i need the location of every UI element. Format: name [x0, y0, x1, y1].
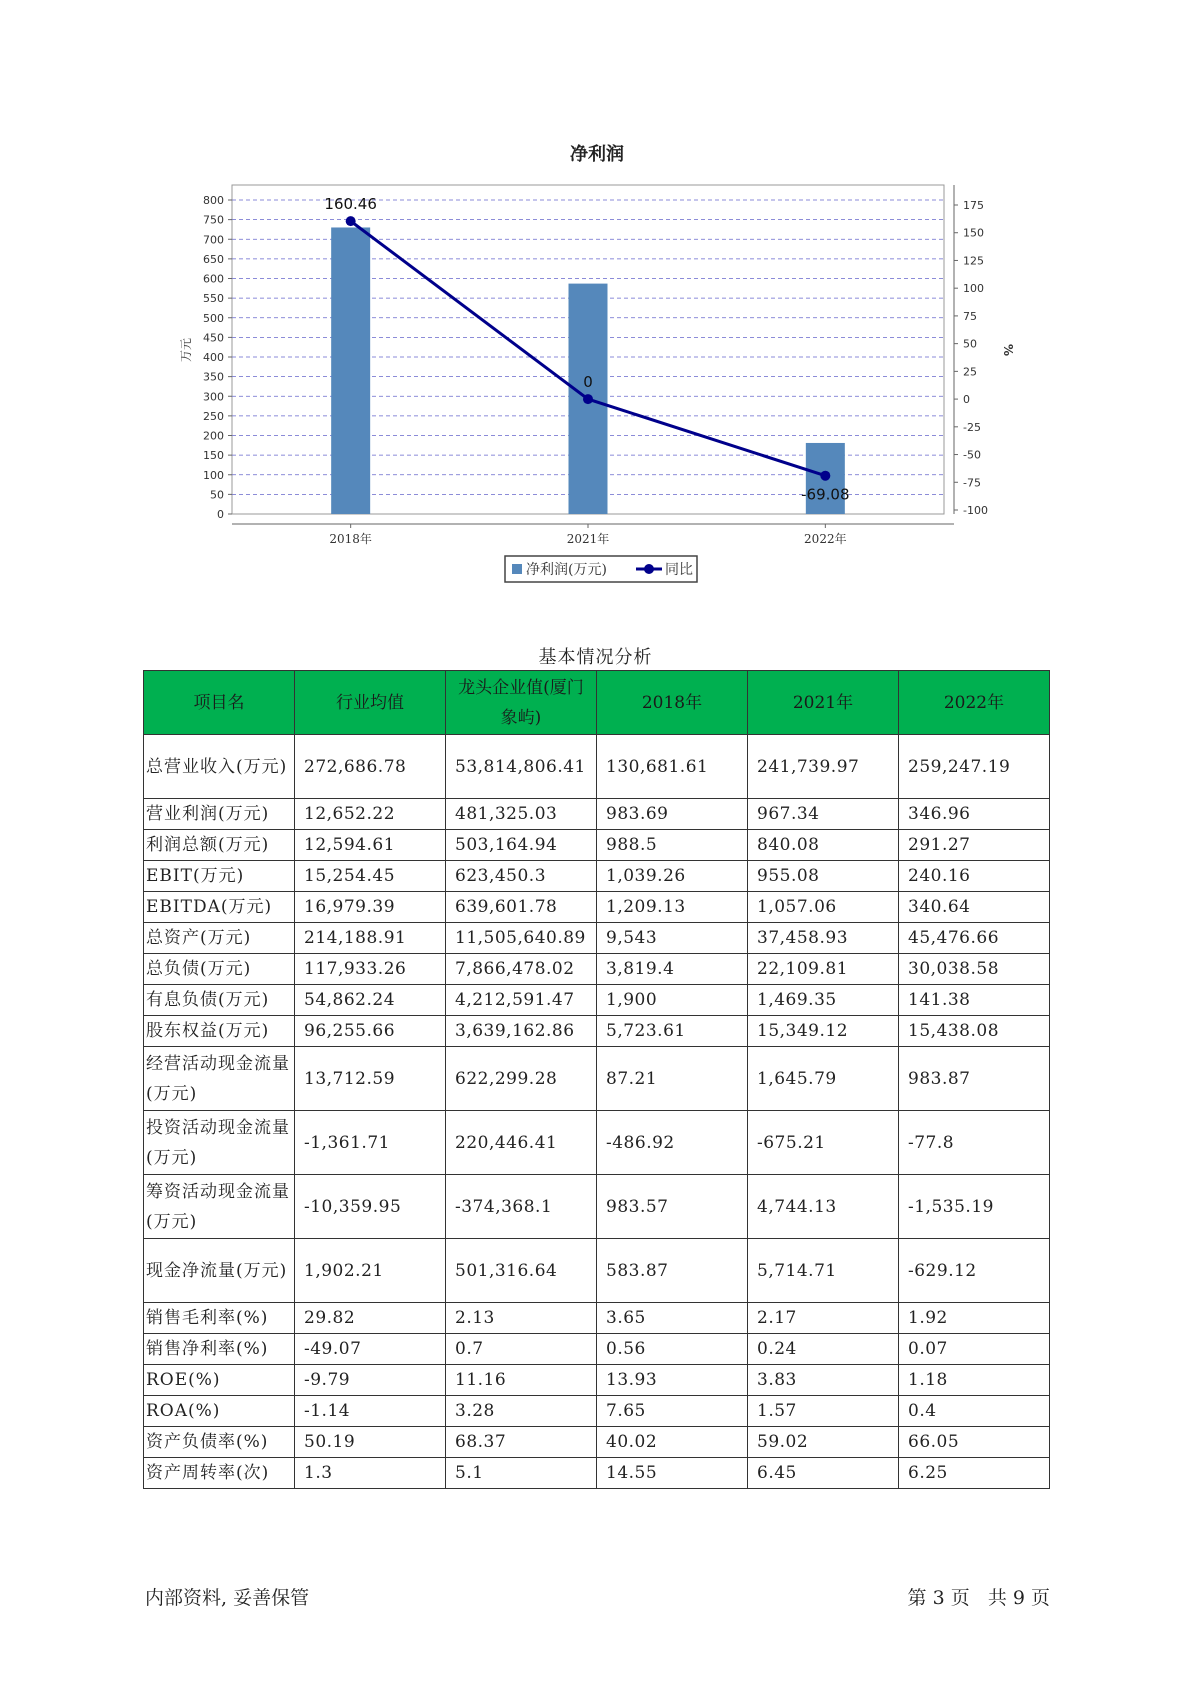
table-cell: 15,438.08 — [899, 1016, 1050, 1047]
table-cell: 12,594.61 — [295, 830, 446, 861]
table-cell: 15,349.12 — [748, 1016, 899, 1047]
right-tick-label: 75 — [963, 309, 977, 323]
table-row — [144, 1047, 1050, 1111]
table-cell: 87.21 — [597, 1047, 748, 1111]
left-tick-label: 550 — [203, 292, 224, 306]
table-cell: 983.57 — [597, 1175, 748, 1239]
table-row — [144, 861, 1050, 892]
table-cell: 7.65 — [597, 1396, 748, 1427]
table-cell: 6.45 — [748, 1458, 899, 1489]
table-cell: 9,543 — [597, 923, 748, 954]
row-label: 利润总额(万元) — [144, 830, 295, 861]
table-cell: 1,645.79 — [748, 1047, 899, 1111]
header-2021: 2021年 — [748, 671, 899, 735]
table-row — [144, 1239, 1050, 1303]
table-cell: 6.25 — [899, 1458, 1050, 1489]
table-row — [144, 923, 1050, 954]
row-label: EBITDA(万元) — [144, 892, 295, 923]
table-cell: 96,255.66 — [295, 1016, 446, 1047]
row-label: 资产负债率(%) — [144, 1427, 295, 1458]
row-label: 销售净利率(%) — [144, 1334, 295, 1365]
yoy-data-label: 0 — [583, 373, 593, 392]
net-profit-chart — [0, 0, 1191, 600]
right-tick-label: 0 — [963, 393, 970, 407]
left-tick-label: 300 — [203, 390, 224, 404]
table-row — [144, 1396, 1050, 1427]
right-tick-label: 175 — [963, 199, 984, 212]
right-tick-label: 125 — [963, 254, 984, 268]
left-tick-label: 650 — [203, 252, 224, 266]
table-row — [144, 985, 1050, 1016]
table-row — [144, 799, 1050, 830]
legend-bar-label: 净利润(万元) — [526, 562, 607, 578]
table-row — [144, 735, 1050, 799]
table-cell: -1.14 — [295, 1396, 446, 1427]
x-tick-label: 2021年 — [566, 532, 610, 546]
table-cell: 3.83 — [748, 1365, 899, 1396]
table-cell: 0.07 — [899, 1334, 1050, 1365]
header-leader-value: 龙头企业值(厦门象屿) — [446, 671, 597, 735]
left-tick-label: 150 — [203, 449, 224, 463]
right-tick-label: 150 — [963, 226, 984, 240]
table-cell: 5,714.71 — [748, 1239, 899, 1303]
bar-net-profit — [331, 227, 370, 514]
yoy-data-label: 160.46 — [324, 195, 377, 214]
left-tick-label: 0 — [217, 508, 224, 521]
legend-line-marker — [644, 564, 654, 574]
table-cell: 241,739.97 — [748, 735, 899, 799]
row-label: ROE(%) — [144, 1365, 295, 1396]
table-cell: 346.96 — [899, 799, 1050, 830]
table-cell: 340.64 — [899, 892, 1050, 923]
table-row — [144, 1427, 1050, 1458]
footer-confidential: 内部资料, 妥善保管 — [145, 1587, 310, 1609]
table-cell: -675.21 — [748, 1111, 899, 1175]
table-row — [144, 1458, 1050, 1489]
header-2022: 2022年 — [899, 671, 1050, 735]
table-cell: 622,299.28 — [446, 1047, 597, 1111]
table-cell: 13.93 — [597, 1365, 748, 1396]
table-cell: 291.27 — [899, 830, 1050, 861]
table-cell: 983.69 — [597, 799, 748, 830]
table-cell: 1,900 — [597, 985, 748, 1016]
table-cell: -49.07 — [295, 1334, 446, 1365]
table-cell: 3.65 — [597, 1303, 748, 1334]
table-cell: 3,639,162.86 — [446, 1016, 597, 1047]
table-cell: 5,723.61 — [597, 1016, 748, 1047]
right-tick-label: 50 — [963, 337, 977, 351]
table-cell: 40.02 — [597, 1427, 748, 1458]
table-cell: 30,038.58 — [899, 954, 1050, 985]
left-tick-label: 350 — [203, 370, 224, 384]
table-cell: 955.08 — [748, 861, 899, 892]
table-cell: 22,109.81 — [748, 954, 899, 985]
x-tick-label: 2022年 — [804, 532, 847, 546]
legend-line-label: 同比 — [665, 562, 693, 578]
left-tick-label: 400 — [203, 351, 224, 364]
table-row — [144, 1303, 1050, 1334]
yoy-data-label: -69.08 — [801, 485, 850, 504]
basic-analysis-table — [143, 670, 1050, 1489]
table-cell: 503,164.94 — [446, 830, 597, 861]
table-cell: 1.57 — [748, 1396, 899, 1427]
table-cell: 50.19 — [295, 1427, 446, 1458]
left-tick-label: 500 — [203, 311, 224, 325]
table-cell: 983.87 — [899, 1047, 1050, 1111]
table-cell: 259,247.19 — [899, 735, 1050, 799]
table-cell: 501,316.64 — [446, 1239, 597, 1303]
table-cell: 5.1 — [446, 1458, 597, 1489]
table-cell: 1,057.06 — [748, 892, 899, 923]
row-label: 总营业收入(万元) — [144, 735, 295, 799]
table-cell: 141.38 — [899, 985, 1050, 1016]
right-tick-label: 100 — [963, 282, 984, 296]
table-cell: 0.56 — [597, 1334, 748, 1365]
header-item-name: 项目名 — [144, 671, 295, 735]
row-label: 总负债(万元) — [144, 954, 295, 985]
table-cell: 840.08 — [748, 830, 899, 861]
right-tick-label: -75 — [963, 476, 981, 490]
table-cell: -629.12 — [899, 1239, 1050, 1303]
table-cell: 1,469.35 — [748, 985, 899, 1016]
left-tick-label: 600 — [203, 272, 224, 286]
left-tick-label: 250 — [203, 409, 224, 423]
table-cell: -1,535.19 — [899, 1175, 1050, 1239]
table-cell: 13,712.59 — [295, 1047, 446, 1111]
table-cell: 68.37 — [446, 1427, 597, 1458]
table-cell: 29.82 — [295, 1303, 446, 1334]
table-row — [144, 1334, 1050, 1365]
row-label: EBIT(万元) — [144, 861, 295, 892]
table-cell: 16,979.39 — [295, 892, 446, 923]
table-cell: 220,446.41 — [446, 1111, 597, 1175]
left-tick-label: 50 — [210, 488, 224, 502]
table-title: 基本情况分析 — [538, 647, 653, 668]
x-tick-label: 2018年 — [329, 532, 372, 546]
row-label: 股东权益(万元) — [144, 1016, 295, 1047]
table-cell: 272,686.78 — [295, 735, 446, 799]
table-header-row — [144, 671, 1050, 735]
table-row — [144, 1175, 1050, 1239]
table-cell: 214,188.91 — [295, 923, 446, 954]
table-cell: 1.3 — [295, 1458, 446, 1489]
yoy-point — [346, 216, 356, 226]
table-cell: 15,254.45 — [295, 861, 446, 892]
table-cell: 583.87 — [597, 1239, 748, 1303]
row-label: 总资产(万元) — [144, 923, 295, 954]
left-tick-label: 750 — [203, 213, 224, 227]
row-label: 现金净流量(万元) — [144, 1239, 295, 1303]
row-label: 销售毛利率(%) — [144, 1303, 295, 1334]
table-row — [144, 1111, 1050, 1175]
right-tick-label: -25 — [963, 420, 981, 434]
table-cell: 59.02 — [748, 1427, 899, 1458]
left-tick-label: 700 — [203, 233, 224, 247]
table-cell: 3,819.4 — [597, 954, 748, 985]
table-cell: 1,039.26 — [597, 861, 748, 892]
table-cell: -486.92 — [597, 1111, 748, 1175]
table-cell: 14.55 — [597, 1458, 748, 1489]
table-body — [144, 735, 1050, 1489]
yoy-point — [583, 394, 593, 404]
table-cell: 2.17 — [748, 1303, 899, 1334]
table-cell: 623,450.3 — [446, 861, 597, 892]
row-label: 投资活动现金流量(万元) — [144, 1111, 295, 1175]
footer-page-number: 第 3 页 共 9 页 — [907, 1587, 1050, 1609]
table-cell: 240.16 — [899, 861, 1050, 892]
table-cell: 481,325.03 — [446, 799, 597, 830]
row-label: 有息负债(万元) — [144, 985, 295, 1016]
table-row — [144, 1365, 1050, 1396]
table-cell: 1,209.13 — [597, 892, 748, 923]
table-cell: -10,359.95 — [295, 1175, 446, 1239]
table-cell: -1,361.71 — [295, 1111, 446, 1175]
table-cell: -77.8 — [899, 1111, 1050, 1175]
table-cell: 53,814,806.41 — [446, 735, 597, 799]
table-cell: 12,652.22 — [295, 799, 446, 830]
table-cell: 11.16 — [446, 1365, 597, 1396]
left-tick-label: 200 — [203, 429, 224, 443]
table-cell: 0.7 — [446, 1334, 597, 1365]
left-tick-label: 100 — [203, 468, 224, 482]
right-tick-label: -50 — [963, 448, 981, 462]
row-label: 经营活动现金流量(万元) — [144, 1047, 295, 1111]
table-cell: 130,681.61 — [597, 735, 748, 799]
y2-axis-title: % — [1001, 343, 1015, 357]
y-axis-title: 万元 — [179, 337, 193, 363]
right-tick-label: 25 — [963, 365, 977, 379]
table-cell: 0.24 — [748, 1334, 899, 1365]
chart-title: 净利润 — [570, 144, 624, 165]
row-label: ROA(%) — [144, 1396, 295, 1427]
table-cell: 45,476.66 — [899, 923, 1050, 954]
table-cell: 117,933.26 — [295, 954, 446, 985]
table-row — [144, 830, 1050, 861]
table-cell: 3.28 — [446, 1396, 597, 1427]
header-industry-avg: 行业均值 — [295, 671, 446, 735]
table-cell: 7,866,478.02 — [446, 954, 597, 985]
table-row — [144, 954, 1050, 985]
row-label: 营业利润(万元) — [144, 799, 295, 830]
table-cell: 967.34 — [748, 799, 899, 830]
legend-bar-swatch — [512, 564, 522, 574]
table-row — [144, 892, 1050, 923]
table-cell: 11,505,640.89 — [446, 923, 597, 954]
table-cell: 4,212,591.47 — [446, 985, 597, 1016]
table-cell: 1.92 — [899, 1303, 1050, 1334]
row-label: 筹资活动现金流量(万元) — [144, 1175, 295, 1239]
row-label: 资产周转率(次) — [144, 1458, 295, 1489]
left-tick-label: 450 — [203, 331, 224, 345]
table-cell: 1,902.21 — [295, 1239, 446, 1303]
table-cell: 0.4 — [899, 1396, 1050, 1427]
table-cell: 988.5 — [597, 830, 748, 861]
table-cell: -9.79 — [295, 1365, 446, 1396]
table-row — [144, 1016, 1050, 1047]
table-cell: 2.13 — [446, 1303, 597, 1334]
right-tick-label: -100 — [963, 504, 988, 517]
header-2018: 2018年 — [597, 671, 748, 735]
yoy-point — [820, 471, 830, 481]
table-cell: 54,862.24 — [295, 985, 446, 1016]
table-cell: 1.18 — [899, 1365, 1050, 1396]
table-cell: -374,368.1 — [446, 1175, 597, 1239]
left-tick-label: 800 — [203, 194, 224, 207]
table-cell: 4,744.13 — [748, 1175, 899, 1239]
table-cell: 639,601.78 — [446, 892, 597, 923]
table-cell: 37,458.93 — [748, 923, 899, 954]
table-cell: 66.05 — [899, 1427, 1050, 1458]
